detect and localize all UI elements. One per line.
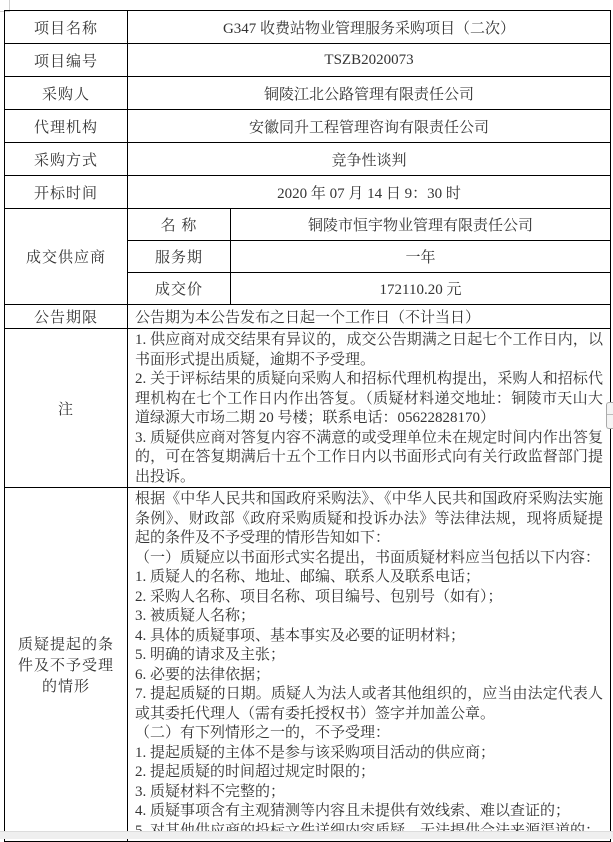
agency-value: 安徽同升工程管理咨询有限责任公司 (128, 110, 611, 143)
agency-label: 代理机构 (5, 110, 128, 143)
objection-paragraph: 1. 提起质疑的主体不是参与该采购项目活动的供应商； (135, 744, 496, 761)
table-row-procurement-method (5, 143, 611, 176)
note-content (128, 329, 611, 488)
winning-supplier-label: 成交供应商 (5, 209, 128, 305)
objection-paragraph: 2. 提起质疑的时间超过规定时限的； (135, 764, 376, 780)
table-row-bid-opening-time (5, 176, 611, 209)
service-period-label: 服务期 (128, 241, 231, 273)
objection-paragraph: 根据《中华人民共和国政府采购法》、《中华人民共和国政府采购法实施条例》、财政部《政府采购质疑和投诉办法》等法律法规，现将质疑提起的条件及不予受理的情形告知如下： (135, 491, 603, 546)
objection-paragraph: 4. 质疑事项含有主观猜测等内容且未提供有效线索、难以查证的； (135, 803, 571, 819)
objection-paragraph: 3. 被质疑人名称； (135, 608, 256, 624)
purchaser-label: 采购人 (5, 77, 128, 110)
table-row-project-name (5, 11, 611, 44)
supplier-name-value: 铜陵市恒宇物业管理有限责任公司 (231, 209, 611, 241)
note-paragraph: 3. 质疑供应商对答复内容不满意的或受理单位未在规定时间内作出答复的，可在答复期满后十五个工作日内以书面形式向有关行政监督部门提出投诉。 (135, 429, 603, 485)
note-paragraph: 2. 关于评标结果的质疑向采购人和招标代理机构提出，采购人和招标代理机构在七个工作日内作出答复。（质疑材料递交地址：铜陵市天山大道绿源大市场二期 20 号楼；联系电话：05622828170） (135, 371, 603, 426)
objection-paragraph: 3. 质疑材料不完整的； (135, 783, 286, 800)
objection-paragraph: 5. 明确的请求及主张； (135, 647, 286, 663)
objection-paragraph: 2. 采购人名称、项目名称、项目编号、包别号（如有）； (135, 588, 503, 605)
objection-paragraph: 4. 具体的质疑事项、基本事实及必要的证明材料； (135, 627, 466, 644)
table-row-purchaser (5, 77, 611, 110)
project-number-value: TSZB2020073 (128, 44, 611, 77)
procurement-method-label: 采购方式 (5, 143, 128, 176)
project-name-label: 项目名称 (5, 11, 128, 44)
objection-paragraph: （一）质疑应以书面形式实名提出，书面质疑材料应当包括以下内容： (135, 549, 601, 566)
procurement-method-value: 竞争性谈判 (128, 143, 611, 176)
table-row-objection-conditions (5, 488, 611, 842)
objection-paragraph: （二）有下列情形之一的，不予受理： (135, 725, 391, 741)
table-row-agency (5, 110, 611, 143)
objection-conditions-label: 质疑提起的条件及不予受理的情形 (5, 488, 128, 842)
project-number-label: 项目编号 (5, 44, 128, 77)
purchaser-value: 铜陵江北公路管理有限责任公司 (128, 77, 611, 110)
announcement-period-label: 公告期限 (5, 305, 128, 329)
table-row-announcement-period (5, 305, 611, 329)
note-paragraph: 1. 供应商对成交结果有异议的，成交公告期满之日起七个工作日内，以书面形式提出质疑，逾期不予受理。 (135, 332, 603, 368)
objection-paragraph: 6. 必要的法律依据； (135, 666, 271, 683)
announcement-period-value: 公告期为本公告发布之日起一个工作日（不计当日） (128, 305, 611, 329)
project-name-value: G347 收费站物业管理服务采购项目（二次） (128, 11, 611, 44)
procurement-result-table (4, 10, 611, 842)
objection-paragraph: 1. 质疑人的名称、地址、邮编、联系人及联系电话； (135, 569, 481, 585)
table-row-note (5, 329, 611, 488)
table-row-project-number (5, 44, 611, 77)
table-row-supplier-name (5, 209, 611, 241)
bid-opening-time-label: 开标时间 (5, 176, 128, 209)
objection-paragraph: 7. 提起质疑的日期。质疑人为法人或者其他组织的，应当由法定代表人或其委托代理人（需有委托授权书）签字并加盖公章。 (135, 686, 603, 722)
note-label: 注 (5, 329, 128, 488)
transaction-price-value: 172110.20 元 (231, 273, 611, 305)
scrollbar-thumb[interactable] (606, 402, 613, 429)
bid-opening-time-value: 2020 年 07 月 14 日 9：30 时 (128, 176, 611, 209)
objection-conditions-content (128, 488, 611, 842)
supplier-name-label: 名 称 (128, 209, 231, 241)
service-period-value: 一年 (231, 241, 611, 273)
transaction-price-label: 成交价 (128, 273, 231, 305)
